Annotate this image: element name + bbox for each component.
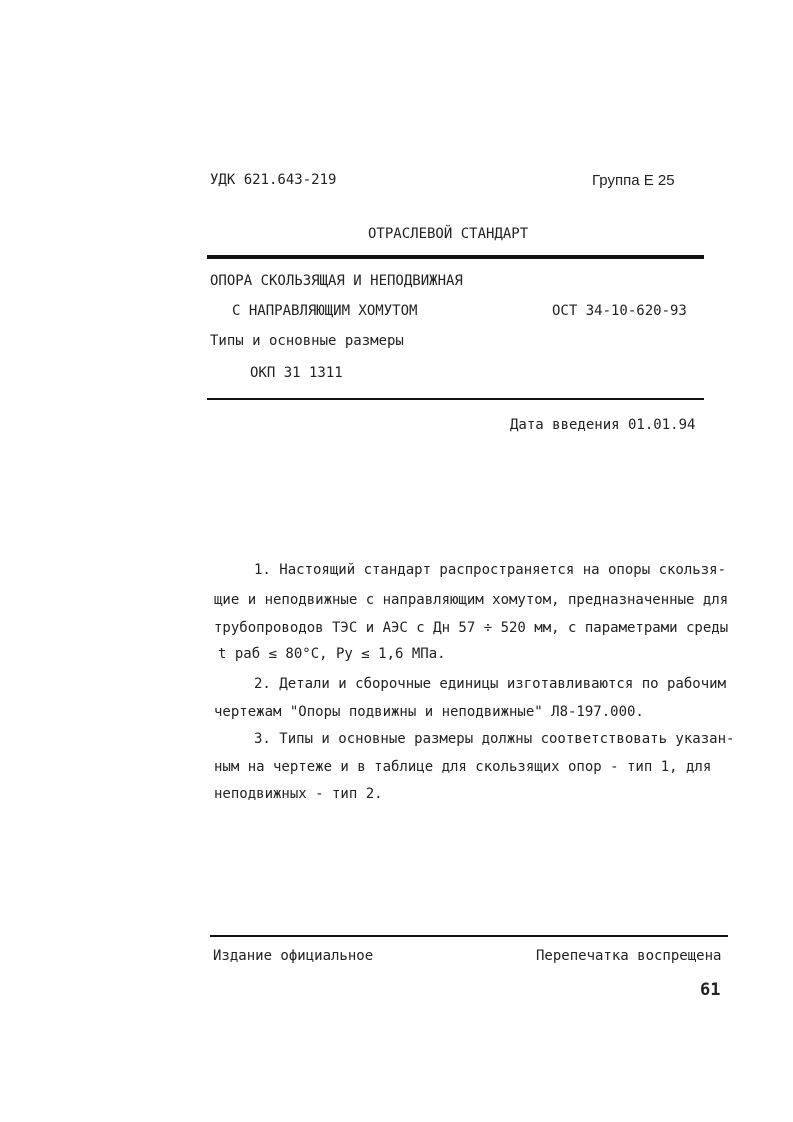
top-rule [207,255,704,259]
body-line: неподвижных - тип 2. [214,786,383,802]
body-line: чертежам "Опоры подвижны и неподвижные" Л8-197.000. [214,704,644,720]
udk-code: УДК 621.643-219 [210,172,337,188]
title-line-3: Типы и основные размеры [210,333,404,349]
footer-left: Издание официальное [213,948,374,964]
body-line: 2. Детали и сборочные единицы изготавливаются по рабочим [254,676,727,692]
body-line: ным на чертеже и в таблице для скользящих опор - тип 1, для [214,759,712,775]
standard-type: ОТРАСЛЕВОЙ СТАНДАРТ [368,226,529,242]
okp-code: ОКП 31 1311 [250,365,343,381]
body-line: щие и неподвижные с направляющим хомутом, предназначенные для [214,592,729,608]
body-line: трубопроводов ТЭС и АЭС с Дн 57 ÷ 520 мм, с параметрами среды [214,620,729,636]
body-line: t раб ≤ 80°С, Ру ≤ 1,6 МПа. [218,646,446,662]
footer-rule [210,935,728,937]
footer-right: Перепечатка воспрещена [536,948,722,964]
standard-code: ОСТ 34-10-620-93 [552,303,687,319]
page-number: 61 [700,980,721,1000]
effective-date: Дата введения 01.01.94 [510,417,696,433]
body-line: 1. Настоящий стандарт распространяется на опоры скользя- [254,562,727,578]
title-line-1: ОПОРА СКОЛЬЗЯЩАЯ И НЕПОДВИЖНАЯ [210,273,463,289]
body-line: 3. Типы и основные размеры должны соответствовать указан- [254,731,735,747]
group-label: Группа Е 25 [592,172,675,189]
title-line-2: С НАПРАВЛЯЮЩИМ ХОМУТОМ [232,303,418,319]
mid-rule [207,398,704,400]
